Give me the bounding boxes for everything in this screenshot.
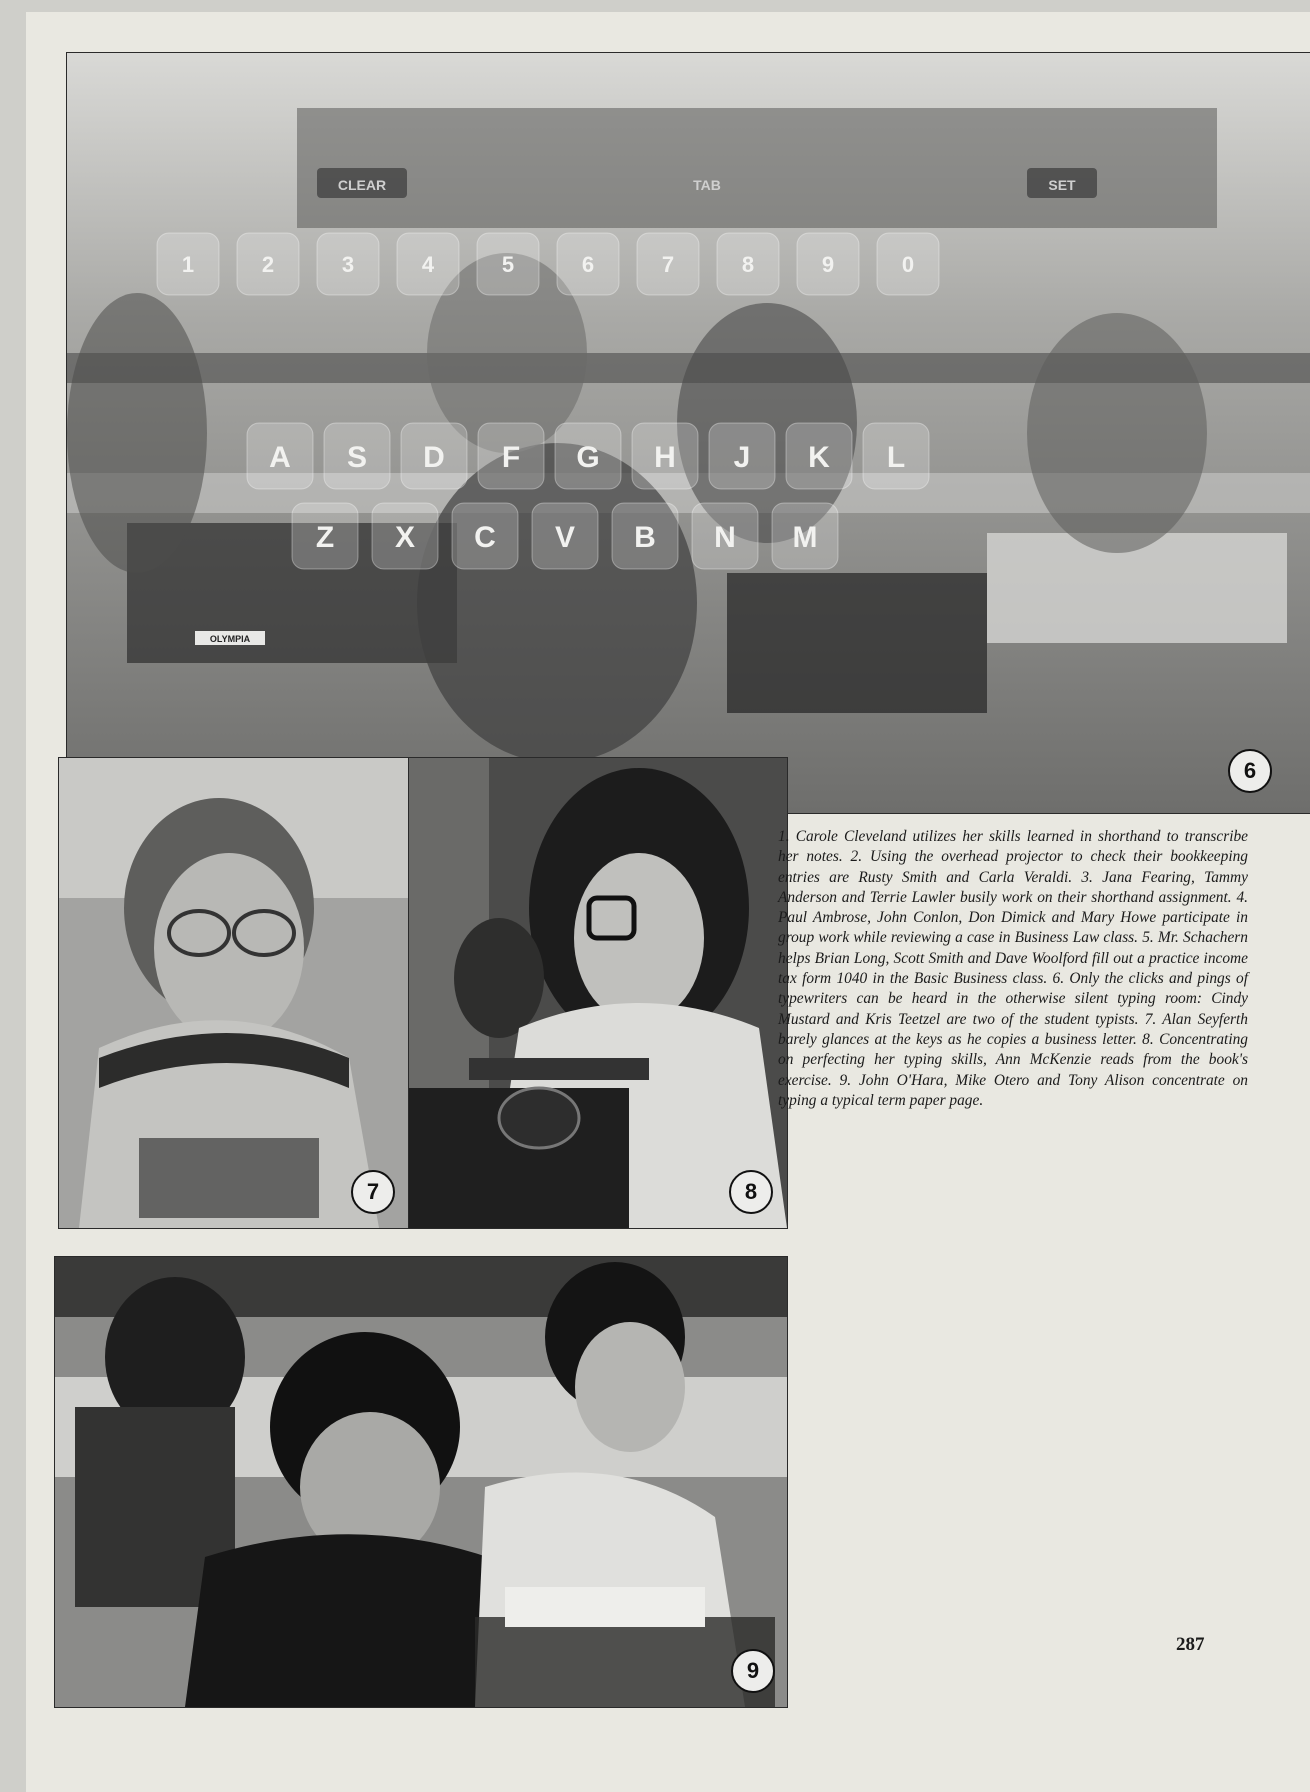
- yearbook-page: [26, 12, 1310, 1792]
- photo-number-badge: 9: [731, 1649, 775, 1693]
- home-row-key-label: G: [576, 440, 600, 474]
- student-with-glasses-image: [59, 758, 409, 1228]
- bottom-key-row: [292, 503, 838, 569]
- bottom-row-key-label: N: [714, 520, 736, 554]
- home-row-key-label: A: [269, 440, 291, 474]
- bottom-row-key-label: X: [394, 520, 416, 554]
- photo-typing-class: [54, 1256, 788, 1708]
- number-key-label: 2: [261, 251, 275, 277]
- number-key-label: 6: [581, 251, 595, 277]
- set-key-label: SET: [1048, 177, 1076, 193]
- student-typing-image: [409, 758, 787, 1228]
- number-key-label: 4: [421, 251, 435, 277]
- bottom-row-key-label: M: [792, 520, 818, 554]
- home-row-key-label: J: [733, 440, 751, 474]
- number-key-label: 0: [901, 251, 915, 277]
- bottom-row-key-label: B: [634, 520, 656, 554]
- bottom-row-key-label: Z: [315, 520, 335, 554]
- home-row-key-label: S: [346, 440, 368, 474]
- page-number: 287: [1176, 1634, 1205, 1655]
- photo-number-badge: 8: [729, 1170, 773, 1214]
- typing-room-image: [67, 53, 1310, 813]
- number-key-label: 3: [341, 251, 355, 277]
- home-row-key-label: H: [654, 440, 676, 474]
- typewriter-brand-label: OLYMPIA: [209, 634, 251, 644]
- photo-caption: 1. Carole Cleveland utilizes her skills learned in shorthand to transcribe her notes. 2. Using the overhead projector to check their bookkeeping entries are Rusty Smith and Carla Veraldi. 3. Jana Fearing, Tammy Anderson and Terrie Lawler busily work on their shorthand assignment. 4. Paul Ambrose, John Conlon, Don Dimick and Mary Howe participate in group work while reviewing a case in Business Law class. 5. Mr. Schachern helps Brian Long, Scott Smith and Dave Woolford fill out a practice income tax form 1040 in the Basic Business class. 6. Only the clicks and pings of typewriters can be heard in the otherwise silent typing room: Cindy Mustard and Kris Teetzel are two of the student typists. 7. Alan Seyferth barely glances at the keys as he copies a business letter. 8. Concentrating on perfecting her typing skills, Ann McKenzie reads from the book's exercise. 9. John O'Hara, Mike Otero and Tony Alison concentrate on typing a typical term paper page.: [778, 828, 1248, 1109]
- home-row-key-label: D: [423, 440, 445, 474]
- photo-ann-mckenzie: [408, 757, 788, 1229]
- home-row-key-label: L: [886, 440, 906, 474]
- home-key-row: [247, 423, 929, 489]
- tab-key-label: TAB: [693, 177, 721, 193]
- home-row-key-label: K: [808, 440, 830, 474]
- clear-key-label: CLEAR: [337, 177, 387, 193]
- bottom-row-key-label: V: [554, 520, 576, 554]
- photo-typing-room: [66, 52, 1310, 814]
- three-students-typing-image: [55, 1257, 787, 1707]
- home-row-key-label: F: [501, 440, 521, 474]
- photo-number-badge: 6: [1228, 749, 1272, 793]
- photo-alan-seyferth: [58, 757, 410, 1229]
- number-key-label: 7: [661, 251, 675, 277]
- number-key-label: 5: [501, 251, 515, 277]
- photo-number-badge: 7: [351, 1170, 395, 1214]
- number-key-label: 8: [741, 251, 755, 277]
- number-key-label: 1: [181, 251, 195, 277]
- number-key-label: 9: [821, 251, 835, 277]
- bottom-row-key-label: C: [474, 520, 496, 554]
